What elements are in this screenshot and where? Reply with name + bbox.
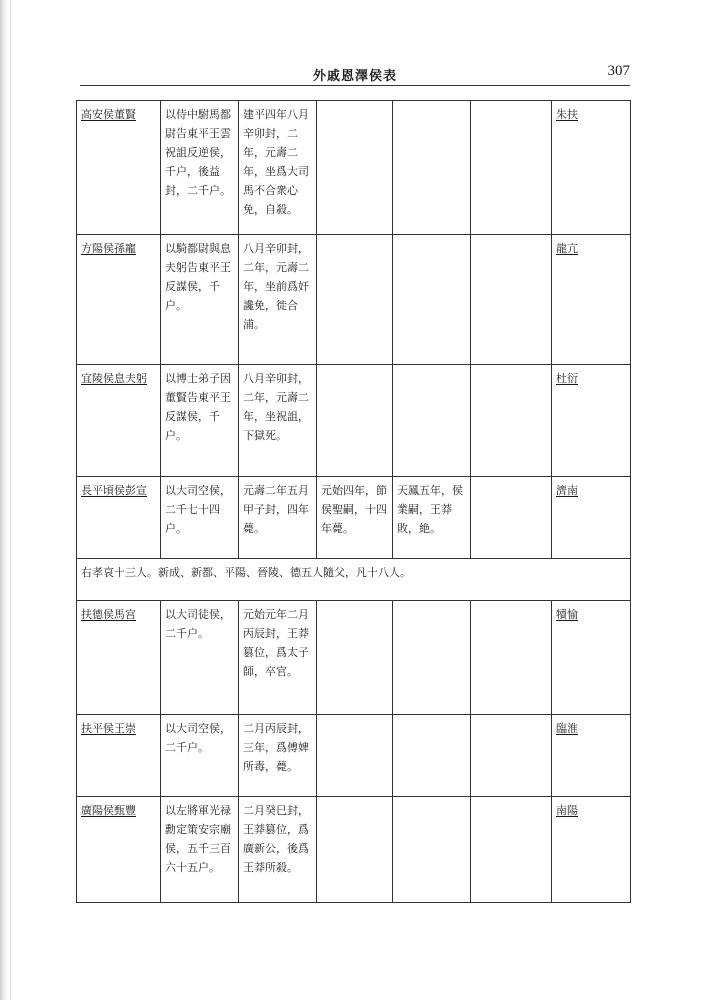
reason-cell: 以左將軍光禄勳定策安宗廟侯，五千三百六十五户。 [161, 797, 239, 903]
place-cell: 臨淮 [552, 715, 631, 797]
reason-cell: 以博士弟子因董賢告東平王反謀侯，千户。 [161, 365, 239, 477]
heir3-cell [393, 601, 471, 715]
marquis-name-cell: 高安侯董賢 [77, 101, 161, 235]
place-cell: 犢愉 [552, 601, 631, 715]
enfeoff-cell: 八月辛卯封，二年，元壽二年，坐祝詛，下獄死。 [239, 365, 317, 477]
table-row [77, 601, 631, 715]
table-row [77, 477, 631, 559]
summary-row [77, 559, 631, 601]
page-header [80, 60, 630, 86]
marquis-name-cell: 長平頃侯彭宣 [77, 477, 161, 559]
reason-cell: 以大司空侯，二千七十四户。 [161, 477, 239, 559]
reason-cell: 以大司徒侯，二千户。 [161, 601, 239, 715]
heir3-cell: 天鳳五年，侯業嗣，王莽敗，絶。 [393, 477, 471, 559]
heir3-cell [393, 235, 471, 365]
marquis-name-cell: 扶平侯王崇 [77, 715, 161, 797]
enfeoff-cell: 二月丙辰封，三年，爲傅婢所毒，薨。 [239, 715, 317, 797]
heir2-cell [317, 235, 393, 365]
enfeoff-cell: 二月癸巳封，王莽篡位，爲廣新公，後爲王莽所殺。 [239, 797, 317, 903]
table-row [77, 797, 631, 903]
heir4-cell [471, 601, 552, 715]
heir4-cell [471, 797, 552, 903]
heir4-cell [471, 101, 552, 235]
reason-cell: 以侍中駙馬都尉告東平王雲祝詛反逆侯，千户，後益封，二千户。 [161, 101, 239, 235]
place-cell: 南陽 [552, 797, 631, 903]
marquis-name-cell: 宜陵侯息夫躬 [77, 365, 161, 477]
heir3-cell [393, 797, 471, 903]
page-number: 307 [607, 63, 630, 79]
heir2-cell: 元始四年，節侯聖嗣，十四年薨。 [317, 477, 393, 559]
heir3-cell [393, 365, 471, 477]
enfeoff-cell: 八月辛卯封，二年，元壽二年，坐前爲奸讒免，徙合浦。 [239, 235, 317, 365]
table-row [77, 365, 631, 477]
heir4-cell [471, 477, 552, 559]
heir3-cell [393, 715, 471, 797]
heir4-cell [471, 235, 552, 365]
summary-text: 右孝哀十三人。新成、新都、平陽、晉陵、德五人隨父，凡十八人。 [77, 559, 631, 601]
place-cell: 杜衍 [552, 365, 631, 477]
scan-edge [0, 0, 8, 1000]
marquis-name-cell: 方陽侯孫寵 [77, 235, 161, 365]
marquis-name-cell: 廣陽侯甄豐 [77, 797, 161, 903]
marquis-table [76, 100, 631, 903]
header-rule [80, 85, 630, 86]
heir2-cell [317, 101, 393, 235]
page-title: 外戚恩澤侯表 [312, 69, 397, 84]
reason-cell: 以大司空侯，二千户。 [161, 715, 239, 797]
place-cell: 龍亢 [552, 235, 631, 365]
enfeoff-cell: 元壽二年五月甲子封，四年薨。 [239, 477, 317, 559]
heir2-cell [317, 715, 393, 797]
heir4-cell [471, 365, 552, 477]
place-cell: 濟南 [552, 477, 631, 559]
place-cell: 朱扶 [552, 101, 631, 235]
enfeoff-cell: 元始元年二月丙辰封，王莽篡位，爲太子師，卒官。 [239, 601, 317, 715]
table-row [77, 235, 631, 365]
marquis-name-cell: 扶德侯馬宫 [77, 601, 161, 715]
heir3-cell [393, 101, 471, 235]
heir2-cell [317, 365, 393, 477]
heir2-cell [317, 797, 393, 903]
scan-margin-line [10, 0, 11, 1000]
table-row [77, 715, 631, 797]
heir4-cell [471, 715, 552, 797]
enfeoff-cell: 建平四年八月辛卯封，二年，元壽二年，坐爲大司馬不合衆心免，自殺。 [239, 101, 317, 235]
heir2-cell [317, 601, 393, 715]
reason-cell: 以騎都尉與息夫躬告東平王反謀侯，千户。 [161, 235, 239, 365]
table-row [77, 101, 631, 235]
